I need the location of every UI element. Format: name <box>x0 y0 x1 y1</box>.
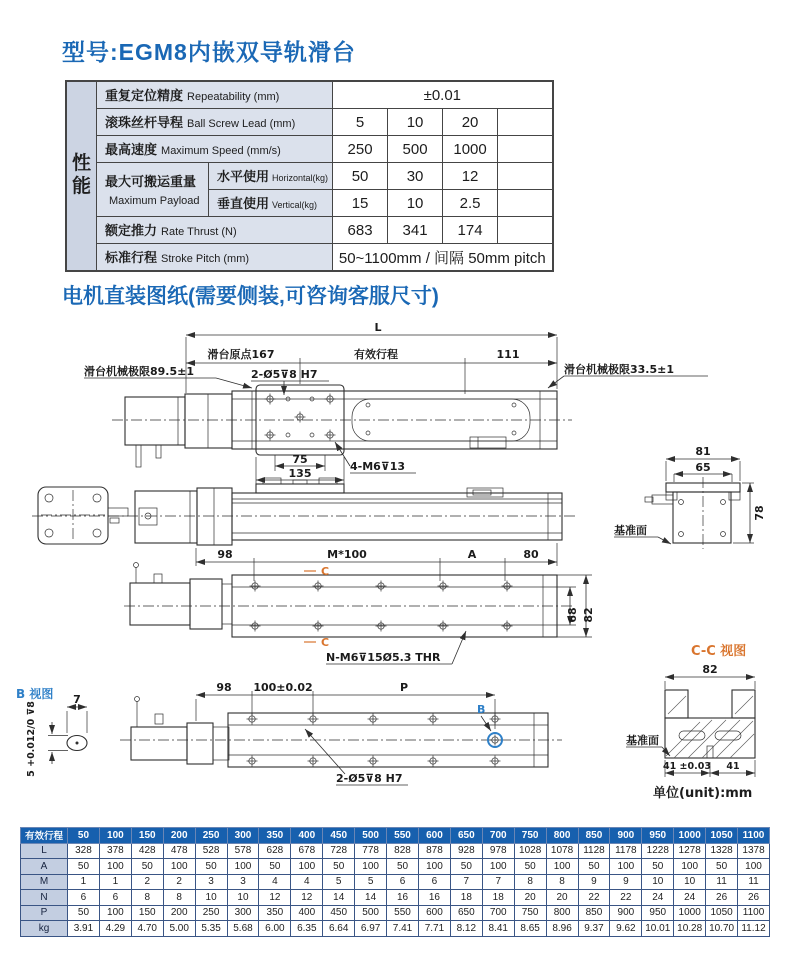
dim-cell: 1100 <box>738 905 770 921</box>
dim-cell: 4.70 <box>131 921 163 937</box>
spec-label-horizontal <box>209 163 333 190</box>
spec-label-vertical <box>209 190 333 217</box>
col-header: 450 <box>323 828 355 844</box>
spec-label-payload <box>97 163 209 217</box>
spec-label-repeatability <box>97 81 333 109</box>
col-header: 350 <box>259 828 291 844</box>
dim-cell: 6 <box>418 874 450 890</box>
dim-origin: 滑台原点167 <box>207 348 275 361</box>
label-en: Stroke Pitch (mm) <box>161 253 250 265</box>
dim-cell: 1128 <box>578 843 610 859</box>
spec-value: 341 <box>388 217 443 244</box>
dim-cell: 18 <box>450 890 482 906</box>
dim-98: 98 <box>217 548 233 561</box>
dim-cell: 50 <box>387 859 419 875</box>
dim-cell: 100 <box>99 859 131 875</box>
label-cn: 滚珠丝杆导程 <box>105 115 184 130</box>
dim-cell: 3 <box>195 874 227 890</box>
dim-cell: 24 <box>642 890 674 906</box>
dim-cell: 728 <box>323 843 355 859</box>
dim-A: A <box>467 548 477 561</box>
dim-98: 98 <box>216 681 232 694</box>
note-thread-callout: N-M6⊽15Ø5.3 THR <box>326 651 441 664</box>
dim-cell: 778 <box>355 843 387 859</box>
dim-cell: 628 <box>259 843 291 859</box>
spec-value <box>498 217 553 244</box>
note-holes: 2-Ø5⊽8 H7 <box>336 772 403 785</box>
dim-cell: 8.12 <box>450 921 482 937</box>
dim-cell: 6 <box>68 890 100 906</box>
dim-cell: 928 <box>450 843 482 859</box>
dim-135: 135 <box>288 467 312 480</box>
spec-value-stroke: 50~1100mm / 间隔 50mm pitch <box>333 244 553 272</box>
dim-cell: 3 <box>227 874 259 890</box>
spec-table <box>65 80 554 272</box>
table-header-row <box>21 828 770 844</box>
label-cn: 最高速度 <box>105 142 158 157</box>
col-header-stroke: 有效行程 <box>21 828 68 844</box>
table-row <box>21 843 770 859</box>
col-header: 1100 <box>738 828 770 844</box>
dim-cell: 6.97 <box>355 921 387 937</box>
dim-cell: 328 <box>68 843 100 859</box>
dim-cell: 200 <box>163 905 195 921</box>
dim-cell: 500 <box>355 905 387 921</box>
note-limit-left: 滑台机械极限89.5±1 <box>84 365 195 378</box>
dim-cell: 10 <box>227 890 259 906</box>
dim-cell: 950 <box>642 905 674 921</box>
dim-cell: 550 <box>387 905 419 921</box>
col-header: 700 <box>482 828 514 844</box>
spec-label-speed <box>97 136 333 163</box>
spec-value: 250 <box>333 136 388 163</box>
table-row <box>21 859 770 875</box>
dim-cell: 428 <box>131 843 163 859</box>
dim-cell: 100 <box>227 859 259 875</box>
dim-cell: 450 <box>323 905 355 921</box>
dim-cell: 1050 <box>706 905 738 921</box>
dim-82: 82 <box>582 607 595 623</box>
col-header: 650 <box>450 828 482 844</box>
dim-cell: 1328 <box>706 843 738 859</box>
dim-cell: 5 <box>355 874 387 890</box>
note-holes: 2-Ø5⊽8 H7 <box>251 368 318 381</box>
datum-label: 基准面 <box>626 734 659 747</box>
dim-cell: 6.64 <box>323 921 355 937</box>
dim-cell: 1378 <box>738 843 770 859</box>
dim-cell: 100 <box>355 859 387 875</box>
p-view-drawing <box>120 681 562 785</box>
dim-cell: 6.35 <box>291 921 323 937</box>
dim-P: P <box>399 681 409 694</box>
table-row <box>21 874 770 890</box>
dim-cell: 5.00 <box>163 921 195 937</box>
dim-cell: 100 <box>738 859 770 875</box>
spec-value <box>498 109 553 136</box>
dim-cell: 50 <box>195 859 227 875</box>
dim-cell: 850 <box>578 905 610 921</box>
spec-row-payload-horizontal <box>66 163 553 190</box>
label-cn: 额定推力 <box>105 223 158 238</box>
dim-cell: 3.91 <box>68 921 100 937</box>
spec-value <box>498 136 553 163</box>
row-header: P <box>21 905 68 921</box>
spec-value: 30 <box>388 163 443 190</box>
dim-cell: 50 <box>706 859 738 875</box>
dim-cell: 22 <box>578 890 610 906</box>
spec-value: 5 <box>333 109 388 136</box>
dim-cell: 6 <box>99 890 131 906</box>
spec-value: 20 <box>443 109 498 136</box>
cc-view-drawing <box>626 643 755 801</box>
dim-78: 78 <box>753 505 766 521</box>
dim-cell: 378 <box>99 843 131 859</box>
dim-cell: 7 <box>482 874 514 890</box>
dim-cell: 11 <box>706 874 738 890</box>
spec-value: 683 <box>333 217 388 244</box>
dim-cell: 10 <box>195 890 227 906</box>
dim-cell: 650 <box>450 905 482 921</box>
dim-cell: 26 <box>706 890 738 906</box>
dim-cell: 400 <box>291 905 323 921</box>
dim-cell: 4 <box>291 874 323 890</box>
dim-cell: 50 <box>323 859 355 875</box>
dim-cell: 150 <box>131 905 163 921</box>
col-header: 600 <box>418 828 450 844</box>
col-header: 950 <box>642 828 674 844</box>
dim-cell: 50 <box>259 859 291 875</box>
dim-cell: 1228 <box>642 843 674 859</box>
dim-cell: 100 <box>99 905 131 921</box>
dim-cell: 1 <box>99 874 131 890</box>
spec-row-thrust <box>66 217 553 244</box>
spec-value: 500 <box>388 136 443 163</box>
col-header: 750 <box>514 828 546 844</box>
technical-drawing <box>0 315 790 825</box>
dim-111: 111 <box>496 348 520 361</box>
spec-value: 50 <box>333 163 388 190</box>
dim-cell: 50 <box>68 905 100 921</box>
dim-cell: 6 <box>387 874 419 890</box>
dim-cell: 50 <box>642 859 674 875</box>
row-header: L <box>21 843 68 859</box>
dim-cell: 100 <box>291 859 323 875</box>
note-limit-right: 滑台机械极限33.5±1 <box>564 363 675 376</box>
label-en: Maximum Speed (mm/s) <box>161 145 281 157</box>
label-cn: 水平使用 <box>217 169 270 184</box>
dim-cell: 10.70 <box>706 921 738 937</box>
dim-cell: 100 <box>610 859 642 875</box>
dim-cell: 700 <box>482 905 514 921</box>
bottom-view-drawing <box>124 563 595 665</box>
dim-cell: 50 <box>578 859 610 875</box>
section-mark-c-bottom: C <box>321 636 330 649</box>
col-header: 400 <box>291 828 323 844</box>
col-header: 500 <box>355 828 387 844</box>
dim-M100: M*100 <box>327 548 367 561</box>
spec-group-label: 性能 <box>66 81 97 271</box>
dim-cell: 9.62 <box>610 921 642 937</box>
dim-cell: 8 <box>546 874 578 890</box>
dim-cell: 6.00 <box>259 921 291 937</box>
dim-cell: 9 <box>578 874 610 890</box>
dim-cell: 10.28 <box>674 921 706 937</box>
dim-cell: 7 <box>450 874 482 890</box>
col-header: 800 <box>546 828 578 844</box>
row-header: A <box>21 859 68 875</box>
dim-cell: 50 <box>514 859 546 875</box>
dim-cell: 250 <box>195 905 227 921</box>
dim-80: 80 <box>523 548 539 561</box>
dim-cell: 22 <box>610 890 642 906</box>
dim-cell: 1028 <box>514 843 546 859</box>
dim-cell: 9.37 <box>578 921 610 937</box>
label-cn: 重复定位精度 <box>105 88 184 103</box>
dim-cell: 14 <box>323 890 355 906</box>
dim-cell: 12 <box>291 890 323 906</box>
spec-value: 10 <box>388 190 443 217</box>
dim-100: 100±0.02 <box>253 681 313 694</box>
row-header: M <box>21 874 68 890</box>
dim-cell: 8 <box>514 874 546 890</box>
dim-cell: 578 <box>227 843 259 859</box>
dim-cell: 4.29 <box>99 921 131 937</box>
col-header: 850 <box>578 828 610 844</box>
b-view-drawing <box>16 686 87 777</box>
b-view-title: B 视图 <box>16 687 54 701</box>
dim-cell: 50 <box>131 859 163 875</box>
row-header: N <box>21 890 68 906</box>
table-row <box>21 921 770 937</box>
dim-cell: 4 <box>259 874 291 890</box>
dim-cell: 26 <box>738 890 770 906</box>
dim-cell: 5.68 <box>227 921 259 937</box>
dim-cell: 5 <box>323 874 355 890</box>
dim-cell: 100 <box>546 859 578 875</box>
dim-cell: 20 <box>514 890 546 906</box>
dim-cell: 350 <box>259 905 291 921</box>
dim-cell: 7.41 <box>387 921 419 937</box>
spec-value: 10 <box>388 109 443 136</box>
dim-cell: 1078 <box>546 843 578 859</box>
dim-cell: 14 <box>355 890 387 906</box>
dim-L: L <box>374 321 382 334</box>
spec-label-lead <box>97 109 333 136</box>
dim-cell: 10 <box>642 874 674 890</box>
col-header: 100 <box>99 828 131 844</box>
datum-label: 基准面 <box>614 524 647 537</box>
dim-cell: 9 <box>610 874 642 890</box>
spec-value: 174 <box>443 217 498 244</box>
dim-cell: 300 <box>227 905 259 921</box>
dim-cell: 1178 <box>610 843 642 859</box>
dim-81: 81 <box>695 445 711 458</box>
dim-cell: 600 <box>418 905 450 921</box>
dim-cell: 50 <box>450 859 482 875</box>
dim-7: 7 <box>73 693 81 706</box>
dim-cell: 50 <box>68 859 100 875</box>
dim-cell: 678 <box>291 843 323 859</box>
dim-cell: 8.96 <box>546 921 578 937</box>
spec-row-speed <box>66 136 553 163</box>
dim-cell: 11.12 <box>738 921 770 937</box>
dim-82: 82 <box>702 663 718 676</box>
col-header: 1000 <box>674 828 706 844</box>
spec-label-stroke <box>97 244 333 272</box>
dim-cell: 900 <box>610 905 642 921</box>
dim-cell: 5.35 <box>195 921 227 937</box>
dim-75: 75 <box>292 453 308 466</box>
dim-41: 41 <box>726 761 740 772</box>
dim-cell: 1000 <box>674 905 706 921</box>
dim-cell: 8.41 <box>482 921 514 937</box>
page-title: 型号:EGM8内嵌双导轨滑台 <box>62 39 356 65</box>
label-cn: 垂直使用 <box>217 196 270 211</box>
dim-cell: 24 <box>674 890 706 906</box>
label-en: Vertical(kg) <box>272 200 318 210</box>
section-title: 电机直装图纸(需要侧装,可咨询客服尺寸) <box>62 285 439 308</box>
dim-cell: 10.01 <box>642 921 674 937</box>
dim-cell: 100 <box>482 859 514 875</box>
label-cn: 最大可搬运重量 <box>105 173 197 189</box>
label-en: Ball Screw Lead (mm) <box>187 118 296 130</box>
dim-cell: 8 <box>163 890 195 906</box>
dim-cell: 11 <box>738 874 770 890</box>
label-en: Repeatability (mm) <box>187 91 280 103</box>
label-en: Maximum Payload <box>109 194 200 207</box>
spec-value: 2.5 <box>443 190 498 217</box>
col-header: 1050 <box>706 828 738 844</box>
dim-cell: 7.71 <box>418 921 450 937</box>
dim-cell: 878 <box>418 843 450 859</box>
label-en: Horizontal(kg) <box>272 173 329 183</box>
dim-cell: 2 <box>131 874 163 890</box>
spec-value: 1000 <box>443 136 498 163</box>
b-view-tolerance: 5 +0.012/0 ⊽8 <box>26 701 37 777</box>
col-header: 900 <box>610 828 642 844</box>
dim-cell: 12 <box>259 890 291 906</box>
spec-value <box>498 163 553 190</box>
dim-cell: 18 <box>482 890 514 906</box>
dim-cell: 8 <box>131 890 163 906</box>
dim-41-tol: 41 ±0.03 <box>663 761 711 772</box>
spec-label-thrust <box>97 217 333 244</box>
spec-row-stroke <box>66 244 553 272</box>
dim-68: 68 <box>566 607 579 623</box>
dim-cell: 750 <box>514 905 546 921</box>
dim-cell: 20 <box>546 890 578 906</box>
table-row <box>21 890 770 906</box>
section-mark-c-top: C <box>321 565 330 578</box>
dim-cell: 100 <box>418 859 450 875</box>
dim-cell: 1278 <box>674 843 706 859</box>
dim-cell: 1 <box>68 874 100 890</box>
dim-cell: 100 <box>674 859 706 875</box>
col-header: 300 <box>227 828 259 844</box>
col-header: 250 <box>195 828 227 844</box>
end-view-drawing <box>614 445 766 549</box>
cc-view-title: C-C 视图 <box>691 644 747 659</box>
dim-cell: 16 <box>418 890 450 906</box>
dim-cell: 528 <box>195 843 227 859</box>
side-view-drawing <box>32 478 576 581</box>
dim-65: 65 <box>695 461 711 474</box>
dimension-table <box>20 827 770 937</box>
unit-note: 单位(unit):mm <box>653 786 753 801</box>
dim-cell: 8.65 <box>514 921 546 937</box>
col-header: 150 <box>131 828 163 844</box>
label-en: Rate Thrust (N) <box>161 226 237 238</box>
view-mark-b: B <box>477 703 486 716</box>
spec-row-lead <box>66 109 553 136</box>
col-header: 50 <box>68 828 100 844</box>
spec-row-repeatability <box>66 81 553 109</box>
spec-value-repeatability: ±0.01 <box>333 81 553 109</box>
dim-cell: 100 <box>163 859 195 875</box>
dim-cell: 10 <box>674 874 706 890</box>
dim-cell: 978 <box>482 843 514 859</box>
note-screws: 4-M6⊽13 <box>350 460 406 473</box>
col-header: 200 <box>163 828 195 844</box>
dim-cell: 478 <box>163 843 195 859</box>
top-view-drawing <box>84 321 711 485</box>
col-header: 550 <box>387 828 419 844</box>
dim-cell: 828 <box>387 843 419 859</box>
row-header: kg <box>21 921 68 937</box>
spec-value: 15 <box>333 190 388 217</box>
dim-cell: 2 <box>163 874 195 890</box>
dim-cell: 16 <box>387 890 419 906</box>
dim-stroke: 有效行程 <box>354 348 398 361</box>
spec-value: 12 <box>443 163 498 190</box>
spec-value <box>498 190 553 217</box>
dim-cell: 800 <box>546 905 578 921</box>
table-row <box>21 905 770 921</box>
label-cn: 标准行程 <box>105 250 158 265</box>
